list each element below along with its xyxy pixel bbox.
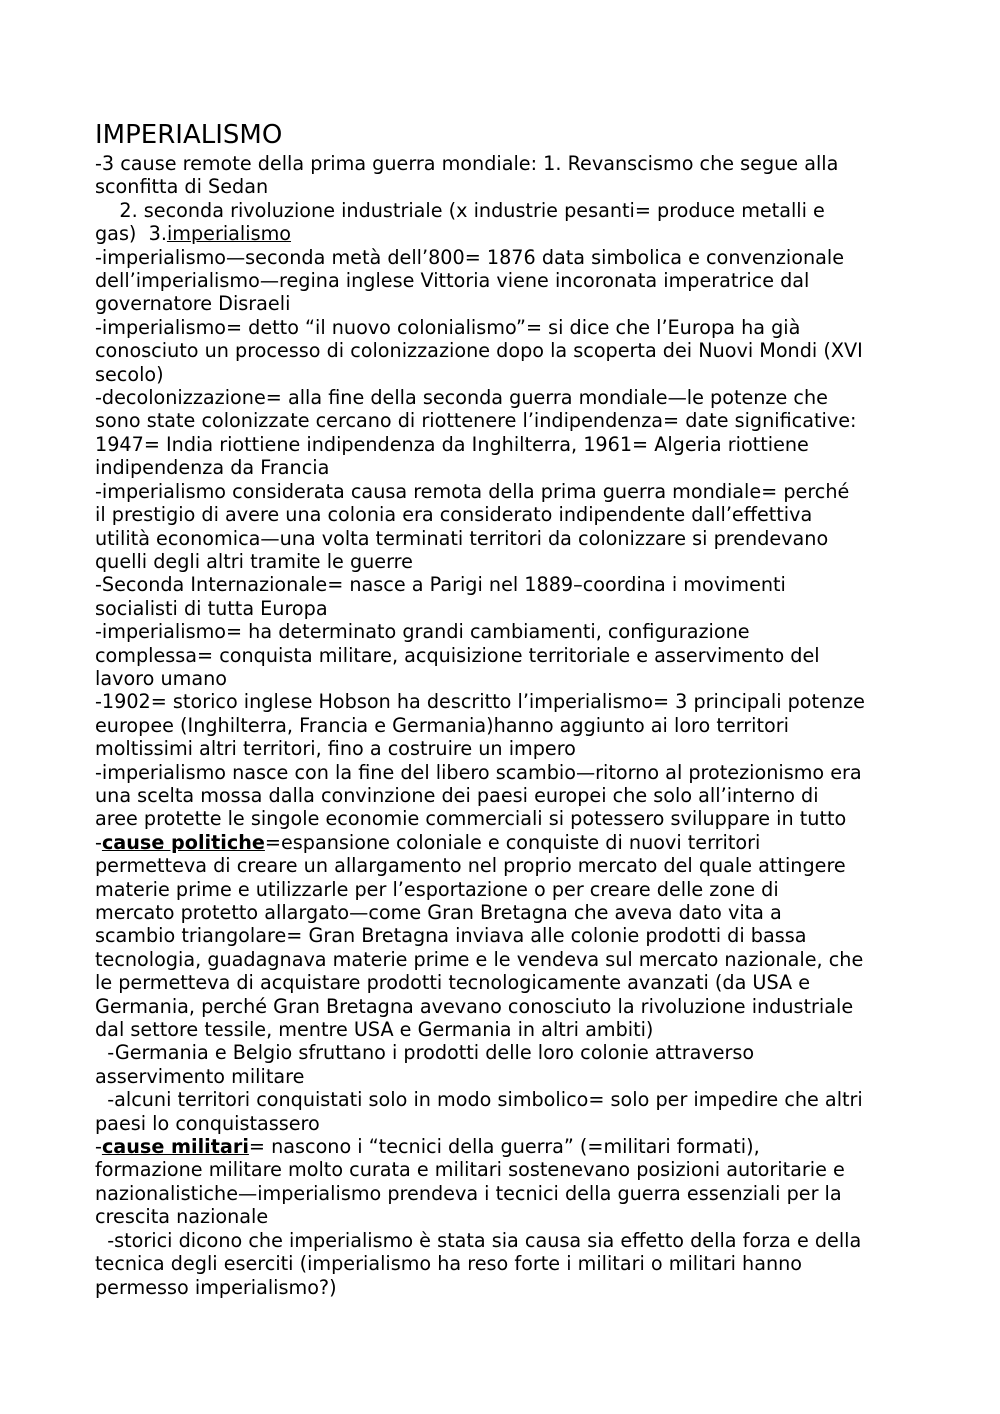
- text-line: formazione militare molto curata e militari sostenevano posizioni autoritarie e: [95, 1158, 845, 1182]
- text-line: tecnica degli eserciti (imperialismo ha reso forte i militari o militari hanno: [95, 1252, 803, 1276]
- text-line: permetteva di creare un allargamento nel proprio mercato del quale attingere: [95, 854, 846, 878]
- text-line: tecnologia, guadagnava materie prime e le vendeva sul mercato nazionale, che: [95, 947, 864, 971]
- text-line: 1947= India riottiene indipendenza da Inghilterra, 1961= Algeria riottiene: [95, 432, 809, 456]
- text-line: -decolonizzazione= alla fine della seconda guerra mondiale—le potenze che: [95, 386, 828, 410]
- text-line: -Seconda Internazionale= nasce a Parigi nel 1889–coordina i movimenti: [95, 573, 786, 597]
- text-line: -storici dicono che imperialismo è stata sia causa sia effetto della forza e della: [95, 1228, 862, 1252]
- text-line: conosciuto un processo di colonizzazione dopo la scoperta dei Nuovi Mondi (XVI: [95, 339, 863, 363]
- text-line: una scelta mossa dalla convinzione dei paesi europei che solo all’interno di: [95, 783, 819, 807]
- text-line: sconfitta di Sedan: [95, 175, 269, 199]
- text-line: [95, 1135, 920, 1158]
- text-line: complessa= conquista militare, acquisizione territoriale e asservimento del: [95, 643, 820, 667]
- text-line: socialisti di tutta Europa: [95, 596, 328, 620]
- text-line: permesso imperialismo?): [95, 1275, 337, 1299]
- text-line: -alcuni territori conquistati solo in modo simbolico= solo per impedire che altri: [95, 1088, 863, 1112]
- text-line: -1902= storico inglese Hobson ha descritto l’imperialismo= 3 principali potenze: [95, 690, 865, 714]
- text-line: governatore Disraeli: [95, 292, 291, 316]
- text-line: materie prime e utilizzarle per l’esportazione o per creare delle zone di: [95, 877, 779, 901]
- document-title: IMPERIALISMO: [95, 120, 283, 150]
- text-line: Germania, perché Gran Bretagna avevano conosciuto la rivoluzione industriale: [95, 994, 854, 1018]
- text-line: mercato protetto allargato—come Gran Bretagna che aveva dato vita a: [95, 901, 782, 924]
- text-line: sono state colonizzate cercano di riottenere l’indipendenza= date significative:: [95, 409, 857, 433]
- text-line: asservimento militare: [95, 1064, 305, 1088]
- text-line: -imperialismo nasce con la fine del libero scambio—ritorno al protezionismo era: [95, 760, 862, 784]
- text-line: -imperialismo considerata causa remota della prima guerra mondiale= perché: [95, 479, 850, 503]
- text-line: -3 cause remote della prima guerra mondiale: 1. Revanscismo che segue alla: [95, 152, 839, 175]
- text-line: -imperialismo—seconda metà dell’800= 1876 data simbolica e convenzionale: [95, 245, 845, 269]
- text-run: -: [95, 830, 102, 854]
- text-line: [95, 831, 920, 854]
- text-line: paesi lo conquistassero: [95, 1111, 320, 1135]
- heading-cause-militari: cause militari: [101, 1135, 249, 1159]
- text-line: -imperialismo= detto “il nuovo colonialismo”= si dice che l’Europa ha già: [95, 315, 801, 339]
- text-line: crescita nazionale: [95, 1205, 269, 1229]
- underlined-term-imperialismo: imperialismo: [166, 222, 292, 246]
- document-body: [95, 152, 920, 1299]
- text-line: le permetteva di acquistare prodotti tecnologicamente avanzati (da USA e: [95, 971, 811, 995]
- text-run: =espansione coloniale e conquiste di nuovi territori: [264, 830, 761, 854]
- text-line: nazionalistiche—imperialismo prendeva i tecnici della guerra essenziali per la: [95, 1181, 842, 1205]
- text-line: -imperialismo= ha determinato grandi cambiamenti, configurazione: [95, 620, 750, 644]
- text-line: indipendenza da Francia: [95, 456, 330, 480]
- text-line: secolo): [95, 362, 164, 386]
- text-line: scambio triangolare= Gran Bretagna inviava alle colonie prodotti di bassa: [95, 924, 807, 948]
- text-run: -: [95, 1135, 102, 1159]
- heading-cause-politiche: cause politiche: [101, 830, 265, 854]
- text-line: aree protette le singole economie commerciali si potessero sviluppare in tutto: [95, 807, 847, 831]
- text-line: moltissimi altri territori, fino a costruire un impero: [95, 737, 576, 761]
- text-run: gas) 3.: [95, 222, 167, 246]
- text-line: dal settore tessile, mentre USA e Germania in altri ambiti): [95, 1018, 654, 1042]
- text-line: dell’imperialismo—regina inglese Vittoria viene incoronata imperatrice dal: [95, 269, 810, 293]
- text-line: utilità economica—una volta terminati territori da colonizzare si prendevano: [95, 526, 829, 550]
- text-line: -Germania e Belgio sfruttano i prodotti delle loro colonie attraverso: [95, 1041, 755, 1065]
- text-line: [95, 222, 920, 245]
- text-line: quelli degli altri tramite le guerre: [95, 549, 413, 573]
- text-line: europee (Inghilterra, Francia e Germania)hanno aggiunto ai loro territori: [95, 713, 789, 737]
- text-line: 2. seconda rivoluzione industriale (x industrie pesanti= produce metalli e: [95, 198, 825, 222]
- text-run: = nascono i “tecnici della guerra” (=militari formati),: [248, 1135, 760, 1159]
- text-line: il prestigio di avere una colonia era considerato indipendente dall’effettiva: [95, 503, 813, 527]
- text-line: lavoro umano: [95, 666, 227, 690]
